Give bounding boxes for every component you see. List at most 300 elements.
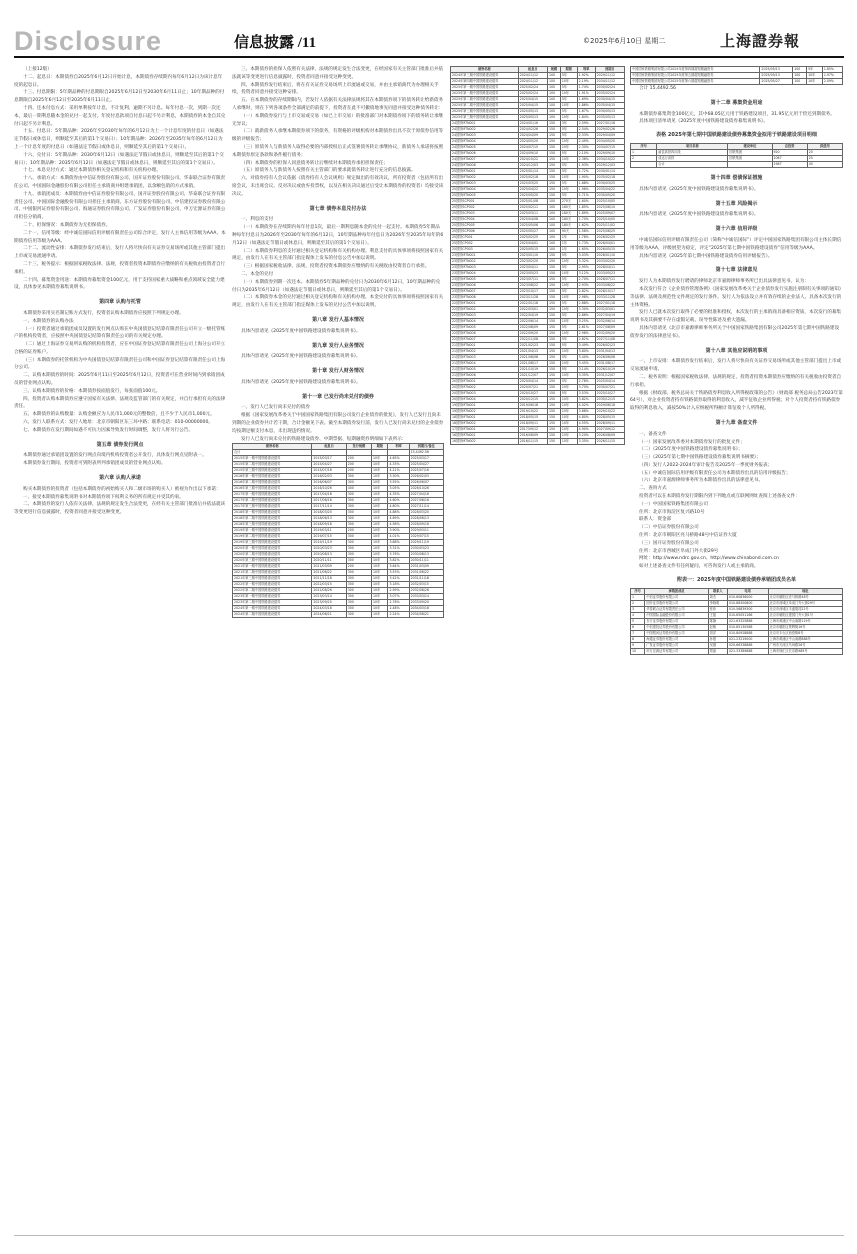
table-cell: 2025/05/13 (760, 73, 793, 79)
table-cell: 2024/02/26 (518, 127, 547, 133)
table-cell: 150 (547, 373, 560, 379)
table-cell: 24国铁MTN002 (451, 127, 519, 133)
paragraph: 发行人为本期债券发行聘请的律师北京市嘉源律师事务所已出具法律意见书，认为： (639, 279, 809, 285)
table-cell: 3.55% (388, 480, 409, 486)
table-cell: 3.35% (577, 439, 595, 445)
table-cell: 2034/08/21 (409, 612, 443, 618)
table-cell: 2027/08/16 (409, 498, 443, 504)
paragraph: 十七、本息兑付方式：通过本期债券相关登记机构和有关机构办理。 (23, 168, 161, 174)
table-cell: 2030/11/11 (409, 558, 443, 564)
table-cell: 2026/08/09 (595, 433, 624, 439)
table-cell: 2024年第一期中国铁路建设债券 (233, 606, 312, 612)
table-cell: 1.91% (577, 91, 595, 97)
table-cell: 3.20% (577, 433, 595, 439)
paragraph: 本期债券募集资金100亿元，其中68.05亿元用于铁路建设项目，31.95亿元用于偿还到期债务。 (639, 111, 835, 117)
table-cell: 150 (547, 307, 560, 313)
paragraph: 具体内容请见《2025年度中国铁路建设债券募集说明书》。 (241, 354, 361, 360)
table-cell: 2029/02/26 (595, 127, 624, 133)
table-cell: 2023/08/22 (518, 283, 547, 289)
table-cell: 2019年第二期中国铁路建设债券 (233, 534, 312, 540)
table-cell: 19国铁MTN002 (451, 409, 519, 415)
table-cell: 300 (346, 540, 371, 546)
table-cell: 3.03% (577, 253, 595, 259)
table-cell: 3.30% (577, 307, 595, 313)
table-cell: 1.96% (577, 187, 595, 193)
table-cell: 300 (346, 600, 371, 606)
paragraph: 二、本期债券的发行人依有关法律、法规的规定发生合法变更，在经有关主管部门批准后并依法就该等变更进行信息披露时，投资者同意并接受这种变更。 (14, 502, 226, 516)
table-cell: 6 (631, 624, 645, 630)
table-cell: 23国铁MTN002 (451, 259, 519, 265)
table-cell: 2023/02/20 (518, 259, 547, 265)
table-cell: 2024年第三期中国铁路建设债券 (451, 73, 519, 79)
table-cell: 10年 (560, 79, 577, 85)
table-cell: 2025/04/14 (595, 379, 624, 385)
table-cell: 2028/07/11 (595, 277, 624, 283)
table-cell: 2025/05/13 (518, 115, 547, 121)
table-cell: 中国国家铁路集团有限公司2025年度第五期超短期融资券 (631, 73, 760, 79)
table-cell: 3.12% (577, 271, 595, 277)
table-cell: 2.59% (577, 121, 595, 127)
table-cell: 2018年第二期中国铁路建设债券 (233, 516, 312, 522)
table-cell: 2022/09/20 (518, 331, 547, 337)
table-cell: 22国铁MTN004 (451, 319, 519, 325)
table-cell: 300 (346, 516, 371, 522)
paragraph: 如对上述备查文件有任何疑问，可咨询发行人或主承销商。 (639, 564, 759, 570)
paragraph: 具体内容请见《2025年度中国铁路建设债券募集说明书》。 (241, 379, 361, 385)
table-cell: 150 (547, 355, 560, 361)
section-heading: 第十六章 信用评级 (715, 226, 758, 233)
table-cell: 5年 (560, 277, 577, 283)
paragraph: （一）本期债券在存续期内每年付息1次，最后一期利息随本金的兑付一起支付。本期债券5年期品种每年付息日为2026年至2030年每年的6月12日，10年期品种每年付息日为2026年至2035年每年的6月12日（如遇法定节假日或休息日，则顺延至其后的第1个交易日）。 (232, 225, 444, 246)
table-cell: 100 (547, 217, 560, 223)
dateline: ©2025年6月10日 星期二 (583, 37, 666, 45)
table-cell: 2028/01/10 (595, 253, 624, 259)
table-cell: 21国铁MTN001 (451, 343, 519, 349)
table-cell: 2025年第三期中国铁路建设债券 (451, 109, 519, 115)
table-cell: 2024/03/18 (312, 606, 346, 612)
table-cell: 10年 (560, 187, 577, 193)
table-cell: 2031/08/17 (595, 361, 624, 367)
table-cell: 10年 (560, 271, 577, 277)
paragraph: （一）本期债券发行与上市交易或交易（如已上市交易）的批准部门对本期债券项下的债务转让承继无异议； (232, 113, 444, 127)
table-cell: 150 (547, 403, 560, 409)
table-cell: 150 (547, 151, 560, 157)
table-cell: 150 (547, 379, 560, 385)
table-cell: 2025/04/01 (518, 241, 547, 247)
table-cell: 3.25% (577, 319, 595, 325)
table-cell: 2025/05/13 (518, 109, 547, 115)
table-cell: 10年 (372, 594, 388, 600)
paragraph: 二十四、募集资金用途：本期债券募集资金100亿元，用于支持国家重大战略和重点领域安全能力建设，具体参见本期债券募集说明书。 (14, 277, 225, 291)
table-cell: 300 (346, 474, 371, 480)
table-cell: 150 (547, 397, 560, 403)
paragraph: 七、本期债券在发行期间如遇不可抗力因素导致发行时间调整，发行人将另行公告。 (23, 427, 193, 433)
table-cell: 010-85130588 (727, 624, 768, 630)
table-cell: 2015年第三期中国铁路建设债券 (233, 468, 312, 474)
table-cell: 200 (346, 462, 371, 468)
table-cell: 10年 (807, 79, 823, 85)
table-cell: 2021年第三期中国铁路建设债券 (233, 576, 312, 582)
table-cell: 1 (631, 594, 645, 600)
table-cell: 10年 (560, 427, 577, 433)
table-row (451, 91, 625, 97)
table-cell: 2 (631, 600, 645, 606)
table-cell: 2025年第一期中国铁路建设债券 (451, 91, 519, 97)
table-cell: 25国铁CP001 (451, 235, 519, 241)
table-cell: 3.88% (388, 540, 409, 546)
table-cell: 10 (631, 648, 645, 654)
paragraph: 四、投资者认购本期债券应遵守国家有关法律、法规及监管部门的有关规定，并自行承担有关的法律责任。 (14, 396, 226, 410)
table-cell: 25国铁CP002 (451, 241, 519, 247)
table-cell: 2018/03/20 (312, 510, 346, 516)
paragraph: 联系人：资金部 (639, 517, 672, 523)
table-cell: 5年 (560, 289, 577, 295)
table-cell: 2022/11/08 (518, 337, 547, 343)
table-cell: 2027/04/19 (595, 313, 624, 319)
table-cell: 2031/11/18 (409, 576, 443, 582)
paragraph: 十九、承销团成员：本期债券由中信证券股份有限公司、国开证券股份有限公司、华泰联合证券有限责任公司、中国国际金融股份有限公司担任主承销商，东方证券股份有限公司、中信建投证券股份有限公司、中国银河证券股份有限公司、海通证券股份有限公司、广发证券股份有限公司、申万宏源证券有限公司担任分销商。 (14, 191, 226, 221)
paragraph: （三）原债务人与新债务人取得必要的内部授权后正式签署债务转让承继协议，新债务人承诺将按照本期债券原定条款和条件履行债务； (232, 144, 444, 158)
table-cell: 100 (547, 229, 560, 235)
paragraph: （一）国家发展改革委对本期债券发行的批复文件； (639, 439, 745, 445)
table-cell: 2025/11/02 (595, 223, 624, 229)
table-cell: 300 (346, 576, 371, 582)
table-cell: 150 (547, 433, 560, 439)
table-cell: 2022/06/14 (518, 319, 547, 325)
table-row (451, 85, 625, 91)
table-cell: 2.93% (577, 283, 595, 289)
table-cell: 2017/11/14 (312, 504, 346, 510)
table-cell: 100 (547, 115, 560, 121)
table-cell: 010-88300800 (727, 600, 768, 606)
table-cell: 2.30% (577, 145, 595, 151)
table-cell: 25国铁CP003 (451, 247, 519, 253)
table-cell: 2026/05/15 (595, 247, 624, 253)
table-cell: 10年 (372, 552, 388, 558)
table-cell: 18国铁MTN002 (451, 421, 519, 427)
table-cell: 北京市西城区阜成门外大街29号 (768, 600, 842, 606)
table-cell: 1.67% (577, 109, 595, 115)
table-cell: 100 (547, 199, 560, 205)
table-cell: 5 (631, 618, 645, 624)
table-cell: 100 (547, 79, 560, 85)
table-cell: 申万宏源证券有限公司 (645, 648, 708, 654)
table-cell: 2.82% (577, 289, 595, 295)
table-cell: 2025/02/25 (518, 235, 547, 241)
table-cell: 24国铁MTN004 (451, 139, 519, 145)
table-cell: 150 (547, 409, 560, 415)
table-cell: 23国铁MTN004 (451, 271, 519, 277)
table-cell: 2023年第一期中国铁路建设债券 (233, 594, 312, 600)
table-cell: 10年 (372, 522, 388, 528)
table-title: 表格 2025年第七期中国铁路建设债券募集资金拟用于铁路建设项目明细 (656, 132, 817, 139)
table-cell: 4.33% (388, 462, 409, 468)
table-cell: 2017/09/12 (518, 427, 547, 433)
table-cell: 2029/10/22 (595, 409, 624, 415)
table-cell: 2027/01/16 (595, 121, 624, 127)
table-cell: 300 (346, 498, 371, 504)
paragraph: （三）根据国家税收法律、法规，投资者投资本期债券应缴纳的有关税收由投资者自行承担。 (241, 264, 430, 270)
table-cell: 25国铁MTN001 (451, 169, 519, 175)
section-heading: 第十四章 偿债保证措施 (710, 174, 763, 181)
table-cell: 300 (346, 570, 371, 576)
table-cell: 020-66338888 (727, 642, 768, 648)
table-cell: 合计 (657, 161, 728, 167)
paragraph: 二、税务说明：根据国家税收法律、法规的规定，投资者投资本期债券应缴纳的有关税收由投资者自行承担。 (630, 374, 842, 388)
table-cell: 2034/07/15 (595, 145, 624, 151)
table-cell: 5年 (560, 379, 577, 385)
table-cell: 2026/06/08 (595, 355, 624, 361)
paragraph: 住所：北京市朝阳区亮马桥路48号中信证券大厦 (639, 533, 737, 539)
table-cell: 300 (346, 546, 371, 552)
paragraph: 三、认购本期债券的价格：本期债券按面值发行，每张面值100元。 (23, 388, 161, 394)
table-cell: 270天 (560, 199, 577, 205)
table-cell: 10年 (372, 498, 388, 504)
table-cell: 3.45% (577, 361, 595, 367)
table-cell: 25国铁MTN002 (451, 175, 519, 181)
table-cell: 150 (547, 421, 560, 427)
masthead-chinese: 信息披露 /11 (234, 35, 317, 51)
paragraph: 十六、兑付日：5年期品种：2030年6月12日（如遇法定节假日或休息日，则顺延至其后的第1个交易日）；10年期品种：2035年6月12日（如遇法定节假日或休息日，则顺延至其后的第1个交易日）。 (14, 152, 224, 166)
table-cell: 20国铁MTN003 (451, 391, 519, 397)
table-cell: 中信建投证券股份有限公司 (645, 624, 708, 630)
paragraph: （四）发行人2022-2024年审计报告及2025年一季度财务报表； (639, 462, 773, 468)
table-cell: 150 (547, 439, 560, 445)
paragraph: 投资者可以在本期债券发行期限内到下列地点或互联网网址查阅上述备查文件： (639, 494, 800, 500)
table-cell: 2025/05/15 (518, 247, 547, 253)
table-cell: 300 (346, 558, 371, 564)
table-cell: 10年 (372, 528, 388, 534)
table-cell: 1067 (772, 155, 807, 161)
table-cell: 1.85% (577, 205, 595, 211)
table-cell: 2021/06/08 (518, 355, 547, 361)
table-cell: 200 (346, 528, 371, 534)
table-header-cell: 到期日 (595, 67, 624, 73)
table-cell: 10年 (560, 319, 577, 325)
paragraph: 二十二、流动性安排：本期债券发行结束后，发行人将尽快向有关证券交易场所或其他主管部门提出上市或交易流通申请。 (14, 246, 226, 260)
paragraph: 一、接受本期债券募集说明书对本期债券项下权利义务的所有规定并受其约束。 (23, 494, 184, 500)
table-header-cell: 序号 (631, 588, 645, 594)
table-cell: 150 (547, 415, 560, 421)
table-header-cell: 承销团成员 (645, 588, 708, 594)
table-cell: 2034/10/22 (595, 157, 624, 163)
table-cell: 2025/10/05 (595, 199, 624, 205)
table-cell: 2026/04/01 (595, 241, 624, 247)
table-cell: 10年 (372, 516, 388, 522)
table-cell: 2031/04/13 (595, 349, 624, 355)
table-cell: 10年 (560, 307, 577, 313)
table-cell: 300 (346, 510, 371, 516)
paragraph: 网址：http://www.ndrc.gov.cn、http://www.chinabond.com.cn (639, 556, 779, 562)
table-cell: 150 (547, 133, 560, 139)
table-cell: 180天 (560, 211, 577, 217)
table-cell: 5年 (560, 97, 577, 103)
table-header-cell: 利率 (577, 67, 595, 73)
table-cell: 100 (547, 235, 560, 241)
paragraph: 二、认购本期债券的时间：2025年6月11日至2025年6月12日，投资者可在营业时间内到承销团成员的营业网点认购。 (14, 373, 225, 387)
table-cell: 北京市朝阳区亮马桥路48号 (768, 594, 842, 600)
table-cell: 3年 (560, 121, 577, 127)
table-cell: 2024/10/22 (518, 157, 547, 163)
table-cell: 5年 (560, 337, 577, 343)
table-cell: 2017/04/18 (312, 492, 346, 498)
column-1 (14, 66, 226, 1226)
table-cell: 100 (547, 73, 560, 79)
table-cell: 国铁集团 (728, 149, 772, 155)
table-cell: 3.35% (577, 373, 595, 379)
paragraph: 具体内容请见《2025年度中国铁路建设债券募集说明书》。 (241, 328, 361, 334)
table-cell: 2032/06/14 (595, 319, 624, 325)
table-cell: 150 (547, 253, 560, 259)
table-cell: 2022年第二期中国铁路建设债券 (233, 588, 312, 594)
table-cell: 2029/06/18 (595, 403, 624, 409)
section-heading: 第十章 发行人财务情况 (312, 368, 364, 375)
table-cell: 中国国家铁路集团有限公司2025年度第四期超短期融资券 (631, 67, 760, 73)
table-title: 附表一：2025年度中国铁路建设债券承销团成员名单 (677, 577, 796, 584)
paragraph: （六）北京市嘉源律师事务所为本期债券出具的法律意见书。 (639, 478, 764, 484)
table-row (631, 648, 843, 654)
paragraph: 本期债券通过承销团设置的发行网点向境内机构投资者公开发行，具体发行网点见附表一。 (23, 453, 207, 459)
table-cell: 2025/04/15 (518, 97, 547, 103)
funds-use-table (630, 143, 843, 168)
section-heading: 第四章 认购与托管 (99, 299, 141, 306)
table-cell: 2033/11/28 (595, 295, 624, 301)
table-cell: 2.78% (577, 379, 595, 385)
table-cell: 2025/02/18 (518, 175, 547, 181)
paragraph: 十三、付息期限：5年期品种的付息期限自2025年6月12日至2030年6月11日止；10年期品种的付息期限自2025年6月12日至2035年6月11日止。 (14, 90, 225, 104)
table-row (631, 79, 843, 85)
table-cell: 100 (793, 79, 807, 85)
paragraph: （三）本期债券的托管机构为中央国债登记结算有限责任公司和中国证券登记结算有限责任公司上海分公司。 (14, 357, 226, 371)
table-cell: 9 (631, 642, 645, 648)
table-cell: 2027/11/08 (595, 337, 624, 343)
table-cell: 2.98% (577, 295, 595, 301)
table-cell: 20国铁MTN004 (451, 397, 519, 403)
table-cell: 2020/03/23 (312, 546, 346, 552)
table-cell: 300 (346, 522, 371, 528)
table-cell: 2.54% (577, 127, 595, 133)
table-cell: 华泰联合证券有限责任公司 (645, 606, 708, 612)
table-cell: 22国铁MTN006 (451, 331, 519, 337)
table-row (451, 97, 625, 103)
table-cell: 3.07% (388, 594, 409, 600)
table-cell: 25国铁MTN003 (451, 181, 519, 187)
table-cell: 21国铁MTN003 (451, 355, 519, 361)
table-cell: 021-23219000 (727, 636, 768, 642)
table-cell: 200 (346, 468, 371, 474)
table-cell: 2020/10/27 (518, 391, 547, 397)
table-cell: 2027/04/18 (409, 492, 443, 498)
table-cell: 3.64% (388, 564, 409, 570)
table-row (631, 149, 843, 155)
section-heading: 第十五章 风险揭示 (715, 200, 758, 207)
table-cell: 陈静 (708, 618, 727, 624)
table-row (631, 612, 843, 618)
table-cell: 300 (346, 612, 371, 618)
table-header-cell: 起息日 (312, 444, 346, 450)
table-cell: 2016/08/09 (518, 433, 547, 439)
table-cell: 2025/07/16 (409, 468, 443, 474)
table-cell: 4.35% (388, 492, 409, 498)
table-cell: 2034/03/18 (409, 606, 443, 612)
table-cell: 2.99% (388, 588, 409, 594)
underwriters-table (630, 588, 843, 655)
table-cell: 2027/01/18 (595, 301, 624, 307)
paragraph: 具体内容请见《2025年度中国铁路建设债券募集说明书》。 (639, 186, 759, 192)
table-cell: 10年 (560, 115, 577, 121)
table-cell: 2025/04/22 (518, 187, 547, 193)
table-cell: 3.70% (577, 385, 595, 391)
table-cell: 2021/04/13 (518, 349, 547, 355)
table-cell: 2024/01/16 (518, 121, 547, 127)
paragraph: 一、备查文件 (639, 431, 667, 437)
table-cell: 2018/06/13 (312, 516, 346, 522)
table-cell: 2026/11/15 (595, 439, 624, 445)
table-cell: 3.49% (577, 343, 595, 349)
table-cell: 300 (346, 594, 371, 600)
table-cell: 100 (793, 73, 807, 79)
table-cell: 1.65% (577, 247, 595, 253)
table-cell: 5年 (560, 163, 577, 169)
table-cell: 5年 (560, 109, 577, 115)
table-cell: 150 (547, 295, 560, 301)
table-cell: 2033/02/20 (595, 259, 624, 265)
table-cell: 1.62% (577, 223, 595, 229)
table-cell: 2029/11/19 (409, 540, 443, 546)
table-cell: 10年 (560, 397, 577, 403)
table-cell: 2028/06/13 (409, 516, 443, 522)
table-cell: 5年 (560, 343, 577, 349)
table-cell: 2022/03/01 (518, 307, 547, 313)
table-cell: 100 (547, 109, 560, 115)
table-cell: 4.80% (388, 504, 409, 510)
paragraph: 五、在本期债券的存续期限内，若发行人依据有关法律法规将其在本期债券项下的债务转让给新债务人承继时，则在下列各项条件全部满足的前提下，投资者在此不可撤销地事先同意并接受这种债务转让： (232, 98, 444, 111)
table-cell: 2028/10/17 (595, 289, 624, 295)
table-cell: 150 (547, 121, 560, 127)
table-cell: 1.78% (577, 235, 595, 241)
table-cell: 3.31% (388, 546, 409, 552)
table-cell: 3 (631, 606, 645, 612)
table-cell: 2016年第二期中国铁路建设债券 (233, 480, 312, 486)
table-cell: 2025/03/17 (409, 456, 443, 462)
table-cell: 4.02% (577, 403, 595, 409)
table-cell: 2.86% (577, 313, 595, 319)
table-cell: 1.71% (577, 193, 595, 199)
table-cell: 2027/08/09 (595, 325, 624, 331)
paragraph: 十五、付息日：5年期品种：2026年至2030年每年的6月12日为上一个计息年度的付息日（如遇法定节假日或休息日，则顺延至其后的第1个交易日）；10年期品种：2026年至2035年每年的6月12日为上一个计息年度的付息日（如遇法定节假日或休息日，则顺延至其后的第1个交易日）。 (14, 129, 224, 150)
table-cell: 100 (547, 211, 560, 217)
table-cell: 2029/07/15 (409, 534, 443, 540)
paragraph: 住所：北京市西城区阜成门外大街29号 (639, 548, 719, 554)
table-cell: 3.88% (577, 409, 595, 415)
paragraph: 购买本期债券的投资者（包括本期债券的初始购买人和二级市场的购买人）被视为作出以下承诺： (23, 486, 221, 492)
paragraph: 十八、承销方式：本期债券由中信证券股份有限公司、国开证券股份有限公司、华泰联合证券有限责任公司、中国国际金融股份有限公司担任主承销商并组建承销团，以余额包销的方式承销。 (14, 176, 226, 189)
table-header-cell: 规模 (547, 67, 560, 73)
paragraph: （二）本期债券利息的支付通过相关登记机构和有关机构办理。利息支付的具体事项将按照国家有关规定，由发行人在有关主管部门指定媒体上发布的付息公告中加以说明。 (232, 248, 444, 262)
table-cell: 10年 (372, 612, 388, 618)
table-cell: 1.58% (577, 229, 595, 235)
table-cell: 2035/04/22 (595, 187, 624, 193)
table-cell: 2032/03/15 (409, 582, 443, 588)
table-cell: 中国银河证券股份有限公司 (645, 630, 708, 636)
table-cell: 2030/03/23 (409, 546, 443, 552)
paragraph: 三、本期债券的担保人依照有关法律、法规的规定发生合法变更，在经国家有关主管部门批准后并依法就该等变更进行信息披露时，投资者同意并接受这种变更。 (232, 67, 444, 80)
table-total: 合计 15,4492.56 (639, 86, 676, 91)
paragraph: 具体项目清单请见《2025年度中国铁路建设债券募集说明书》。 (639, 119, 768, 125)
table-cell: 300 (346, 588, 371, 594)
table-cell: 2025/08/25 (595, 229, 624, 235)
table-cell: 海通证券股份有限公司 (645, 636, 708, 642)
